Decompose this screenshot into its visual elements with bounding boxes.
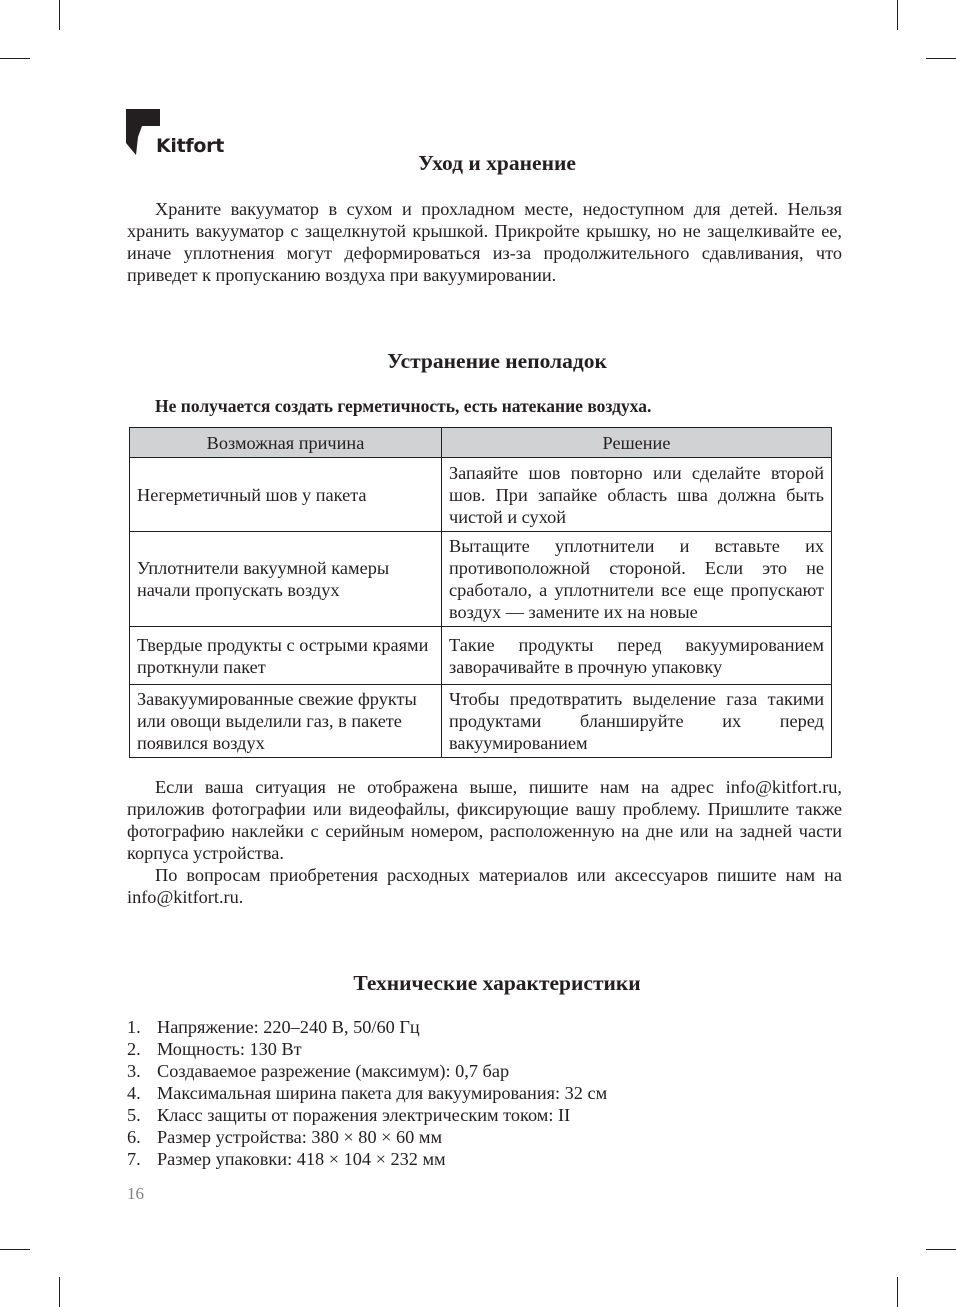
page-number: 16 bbox=[127, 1184, 144, 1203]
header-solution: Решение bbox=[442, 428, 832, 458]
crop-mark bbox=[926, 1249, 956, 1250]
cause-cell: Твердые продукты с острыми краями проткнули пакет bbox=[130, 627, 442, 685]
trouble-subtitle: Не получается создать герметичность, есть натекание воздуха. bbox=[155, 396, 652, 416]
specs-title: Технические характеристики bbox=[353, 971, 641, 995]
care-text: Храните вакууматор в сухом и прохладном месте, недоступном для детей. Нельзя хранить вакууматор с защелкнутой крышкой. Прикройте крышку, но не защелкивайте ее, иначе уплотнения могут деформироваться из-за продолжительного сдавливания, что приведет к пропусканию воздуха при вакуумировании. bbox=[127, 199, 842, 285]
crop-mark bbox=[926, 58, 956, 59]
spec-item: 4. Максимальная ширина пакета для вакуумирования: 32 см bbox=[127, 1083, 608, 1103]
solution-cell: Чтобы предотвратить выделение газа такими продуктами бланшируйте их перед вакуумированием bbox=[442, 685, 832, 758]
cause-cell: Уплотнители вакуумной камеры начали пропускать воздух bbox=[130, 532, 442, 627]
cause-cell: Завакуумированные свежие фрукты или овощи выделили газ, в пакете появился воздух bbox=[130, 685, 442, 758]
table-header-row bbox=[130, 428, 832, 458]
spec-item: 1. Напряжение: 220–240 В, 50/60 Гц bbox=[127, 1017, 420, 1037]
care-title: Уход и хранение bbox=[418, 151, 576, 175]
spec-item: 6. Размер устройства: 380 × 80 × 60 мм bbox=[127, 1127, 443, 1147]
troubleshooting-table bbox=[129, 427, 832, 758]
spec-item: 2. Мощность: 130 Вт bbox=[127, 1039, 302, 1059]
table-row bbox=[130, 458, 832, 532]
table-row bbox=[130, 532, 832, 627]
crop-mark bbox=[897, 1277, 898, 1307]
spec-item: 5. Класс защиты от поражения электрическим током: II bbox=[127, 1105, 571, 1125]
header-cause: Возможная причина bbox=[130, 428, 442, 458]
logo-text: Kitfort bbox=[156, 135, 224, 157]
spec-item: 7. Размер упаковки: 418 × 104 × 232 мм bbox=[127, 1149, 446, 1169]
table-row bbox=[130, 627, 832, 685]
crop-mark bbox=[897, 0, 898, 30]
crop-mark bbox=[59, 0, 60, 30]
contact-note: Если ваша ситуация не отображена выше, пишите нам на адрес info@kitfort.ru, приложив фотографии или видеофайлы, фиксирующие вашу проблему. Пришлите также фотографию наклейки с серийным номером, расположенную на дне или на задней части корпуса устройства. bbox=[127, 777, 842, 863]
crop-mark bbox=[59, 1277, 60, 1307]
solution-cell: Вытащите уплотнители и вставьте их противоположной стороной. Если это не сработало, а уплотнители все еще пропускают воздух — замените их на новые bbox=[442, 532, 832, 627]
accessories-note: По вопросам приобретения расходных материалов или аксессуаров пишите нам на info@kitfort.ru. bbox=[127, 865, 842, 907]
crop-mark bbox=[0, 1249, 30, 1250]
crop-mark bbox=[0, 58, 30, 59]
table-row bbox=[130, 685, 832, 758]
solution-cell: Такие продукты перед вакуумированием заворачивайте в прочную упаковку bbox=[442, 627, 832, 685]
cause-cell: Негерметичный шов у пакета bbox=[130, 458, 442, 532]
trouble-title: Устранение неполадок bbox=[387, 349, 607, 373]
spec-item: 3. Создаваемое разрежение (максимум): 0,7 бар bbox=[127, 1061, 510, 1081]
solution-cell: Запаяйте шов повторно или сделайте второй шов. При запайке область шва должна быть чистой и сухой bbox=[442, 458, 832, 532]
specs-list bbox=[127, 1016, 607, 1170]
